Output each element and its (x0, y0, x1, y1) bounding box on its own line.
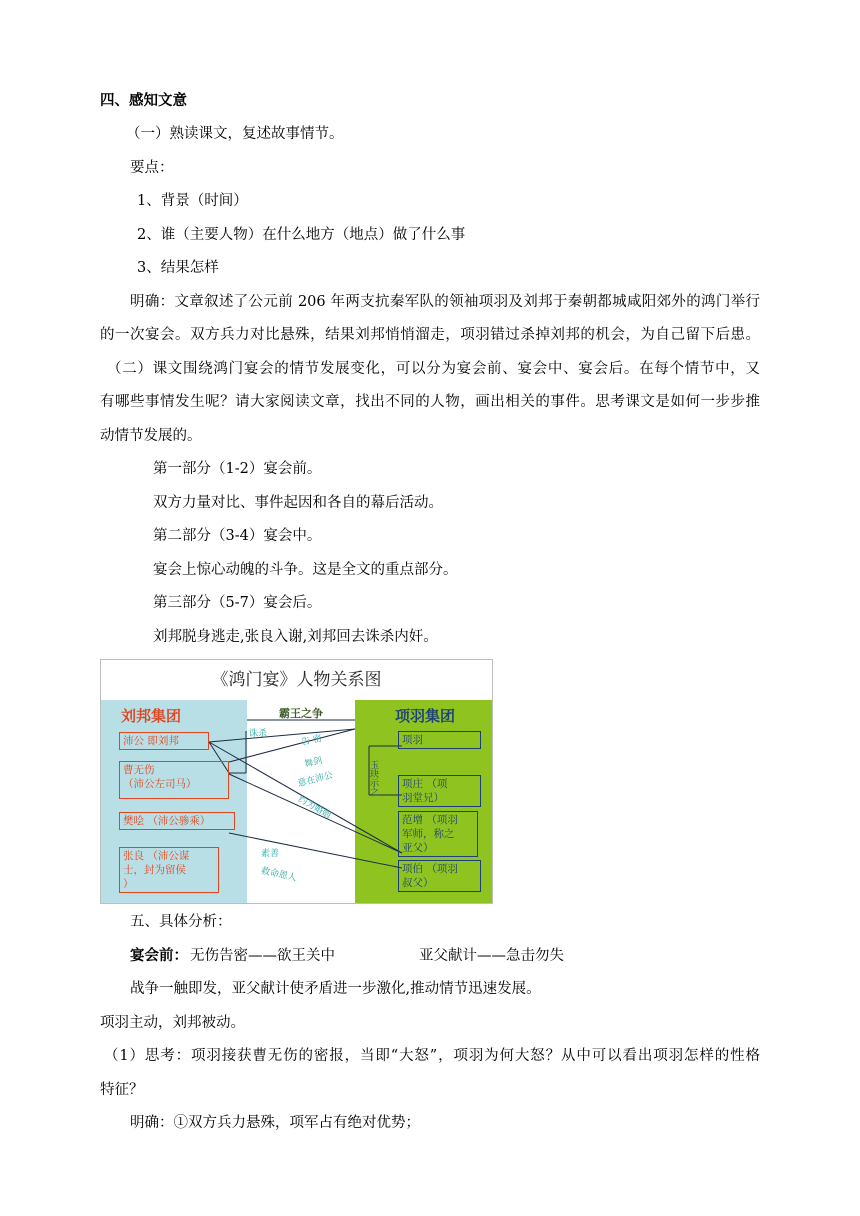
point-item: 3、结果怎样 (137, 260, 219, 276)
zhangliang-line: 张良 （沛公谋 (123, 850, 190, 862)
zhangliang-line: ） (123, 878, 134, 890)
part-item: 第一部分（1-2）宴会前。 (153, 461, 322, 477)
xiangyu-box: 项羽 (398, 731, 481, 749)
fanzeng-line: 军师，称之 (402, 828, 455, 840)
question-1: 特征？ (100, 1082, 144, 1098)
paragraph: 战争一触即发，亚父献计使矛盾进一步激化,推动情节迅速发展。 (130, 981, 541, 997)
before-a: 无伤告密——欲王关中 (190, 948, 335, 964)
subsection-2: 有哪些事情发生呢？请大家阅读文章，找出不同的人物，画出相关的事件。思考课文是如何一步步推 (100, 394, 760, 410)
diagram-title: 《鸿门宴》人物关系图 (211, 670, 382, 690)
clarify-text: 的一次宴会。双方兵力对比悬殊，结果刘邦悄悄溜走，项羽错过杀掉刘邦的机会，为自己留下后患。 (100, 327, 760, 343)
before-label: 宴会前： (130, 947, 188, 964)
right-group-title: 项羽集团 (395, 707, 456, 725)
label-inform: 告 密 (300, 733, 323, 749)
label-intent: 意在沛公 (296, 770, 335, 790)
label-savior: 救命恩人 (260, 866, 298, 884)
caowushang-name: 曹无伤 (123, 764, 155, 776)
clarify-text: 明确：①双方兵力悬殊，项军占有绝对优势； (130, 1115, 420, 1131)
part-item: 第三部分（5-7）宴会后。 (153, 595, 322, 611)
xiangbo-line: 叔父） (402, 877, 434, 889)
xiangzhuang-line: 羽堂兄） (402, 792, 444, 804)
fanzeng-line: 范增 （项羽 (402, 814, 458, 826)
xiangzhuang-line: 项庄 （项 (402, 778, 448, 790)
part-item: 双方力量对比、事件起因和各自的幕后活动。 (153, 495, 443, 511)
section-heading: 四、感知文意 (100, 92, 187, 109)
liubang-box: 沛公 即刘邦 (119, 732, 209, 750)
clarify-text: 明确：文章叙述了公元前 206 年两支抗秦军队的领袖项羽及刘邦于秦朝都城咸阳郊外的鸿门举行 (130, 294, 760, 310)
link-line (229, 729, 355, 762)
zhangliang-box (119, 847, 219, 893)
link-line (209, 729, 355, 742)
label-sword: 舞剑 (303, 755, 324, 770)
question-1: （1）思考：项羽接获曹无伤的密报，当即“大怒”，项羽为何大怒？从中可以看出项羽怎样的性格 (104, 1048, 760, 1064)
fankuai-box: 樊哙 （沛公骖乘） (119, 812, 235, 830)
part-item: 宴会上惊心动魄的斗争。这是全文的重点部分。 (153, 562, 458, 578)
part-item: 第二部分（3-4）宴会中。 (153, 528, 322, 544)
subsection-1: （一）熟读课文，复述故事情节。 (126, 126, 344, 142)
point-item: 2、谁（主要人物）在什么地方（地点）做了什么事 (137, 227, 466, 243)
caowushang-box (119, 761, 229, 799)
label-vertical: 玉玦示之 (368, 760, 378, 796)
label-kill: 诛杀 (249, 729, 268, 739)
fanzeng-line: 亚父） (402, 842, 434, 854)
label-friend: 素善 (261, 849, 280, 859)
part-item: 刘邦脱身逃走,张良入谢,刘邦回去诛杀内奸。 (153, 629, 438, 645)
section-heading-5: 五、具体分析： (130, 914, 232, 930)
point-item: 1、背景（时间） (137, 193, 248, 209)
subsection-2: 动情节发展的。 (100, 428, 202, 444)
paragraph: 项羽主动，刘邦被动。 (100, 1015, 245, 1031)
caowushang-title: （沛公左司马） (123, 778, 197, 790)
points-label: 要点： (130, 160, 174, 176)
middle-title: 霸王之争 (279, 707, 323, 720)
left-group-title: 刘邦集团 (121, 707, 182, 725)
fanzeng-box (398, 811, 478, 857)
subsection-2: （二）课文围绕鸿门宴会的情节发展变化，可以分为宴会前、宴会中、宴会后。在每个情节中，又 (107, 361, 760, 377)
xiangzhuang-box (398, 775, 481, 807)
xiangbo-line: 项伯 （项羽 (402, 863, 458, 875)
zhangliang-line: 士，封为留侯 (123, 864, 186, 876)
label-marriage: 约为婚姻 (296, 794, 333, 822)
before-b: 亚父献计——急击勿失 (419, 948, 564, 964)
character-relationship-diagram (100, 659, 493, 904)
xiangbo-box (398, 860, 481, 892)
